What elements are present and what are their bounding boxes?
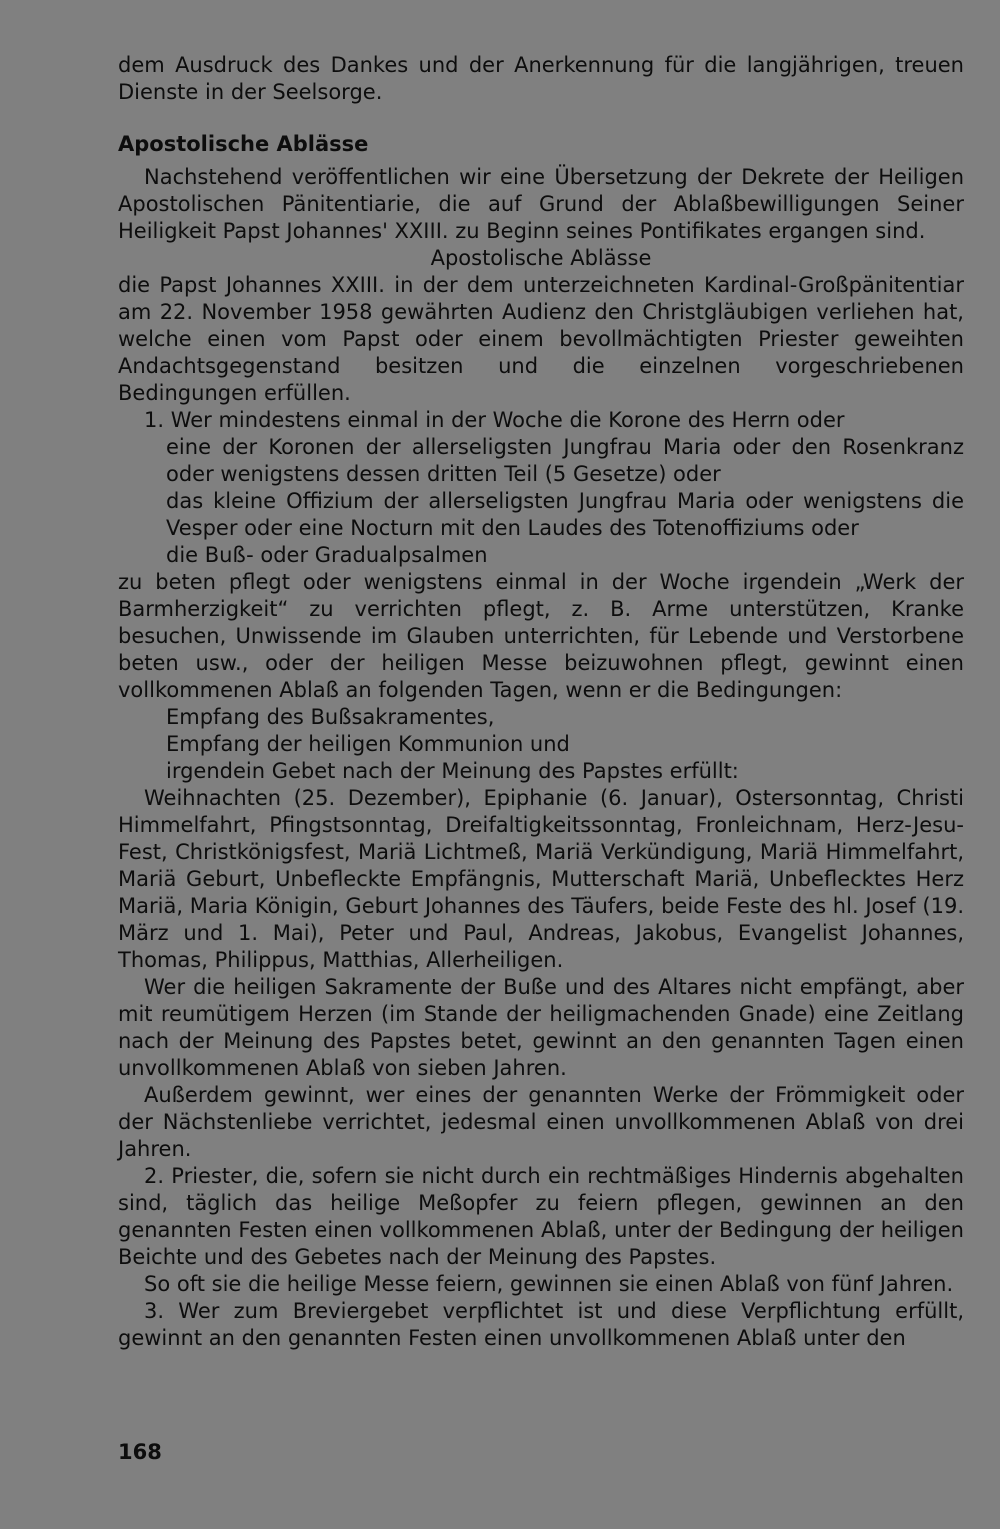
conditions-list (166, 704, 964, 785)
item-2-paragraph: 2. Priester, die, sofern sie nicht durch ein rechtmäßiges Hindernis abgehalten sind, täglich das heilige Meßopfer zu feiern pflegen, gewinnen an den genannten Festen einen vollkommenen Ablaß, unter der Bedingung der heiligen Beichte und des Gebetes nach der Meinung des Papstes. (118, 1164, 964, 1269)
item-3-paragraph: 3. Wer zum Breviergebet verpflichtet ist und diese Verpflichtung erfüllt, gewinnt an den genannten Festen einen unvollkommenen Ablaß unter den (118, 1299, 964, 1350)
item-1-option: das kleine Offizium der allerseligsten Jungfrau Maria oder wenigstens die Vesper oder eine Nocturn mit den Laudes des Totenoffiziums oder (166, 489, 964, 540)
section-intro-paragraph: Nachstehend veröffentlichen wir eine Übersetzung der Dekrete der Heiligen Apostolischen Pänitentiarie, die auf Grund der Ablaßbewilligungen Seiner Heiligkeit Papst Johannes' XXIII. zu Beginn seines Pontifikates ergangen sind. (118, 165, 964, 243)
unvollkommen-paragraph: Wer die heiligen Sakramente der Buße und des Altares nicht empfängt, aber mit reumütigem Herzen (im Stande der heiligmachenden Gnade) eine Zeitlang nach der Meinung des Papstes betet, gewinnt an den genannten Tagen einen unvollkommenen Ablaß von sieben Jahren. (118, 975, 964, 1080)
page-number: 168 (118, 1440, 162, 1464)
item-2-followup-paragraph: So oft sie die heilige Messe feiern, gewinnen sie einen Ablaß von fünf Jahren. (144, 1272, 954, 1296)
section-heading: Apostolische Ablässe (118, 132, 369, 156)
spacer (118, 106, 964, 131)
page-body (118, 52, 964, 1352)
condition-item: irgendein Gebet nach der Meinung des Papstes erfüllt: (166, 759, 739, 783)
decree-title: Apostolische Ablässe (430, 246, 652, 270)
item-1-option: eine der Koronen der allerseligsten Jungfrau Maria oder den Rosenkranz oder wenigstens dessen dritten Teil (5 Gesetze) oder (166, 435, 964, 486)
item-1-options (166, 434, 964, 569)
condition-item: Empfang des Bußsakramentes, (166, 705, 495, 729)
condition-item: Empfang der heiligen Kommunion und (166, 732, 570, 756)
intro-paragraph: dem Ausdruck des Dankes und der Anerkennung für die langjährigen, treuen Dienste in der Seelsorge. (118, 53, 964, 104)
item-1-body: zu beten pflegt oder wenigstens einmal in der Woche irgendein „Werk der Barmherzigkeit“ zu verrichten pflegt, z. B. Arme unterstützen, Kranke besuchen, Unwissende im Glauben unterrichten, für Lebende und Verstorbene beten usw., oder der heiligen Messe beizuwohnen pflegt, gewinnt einen vollkommenen Ablaß an folgenden Tagen, wenn er die Bedingungen: (118, 570, 964, 702)
ausserdem-paragraph: Außerdem gewinnt, wer eines der genannten Werke der Frömmigkeit oder der Nächstenliebe verrichtet, jedesmal einen unvollkommenen Ablaß von drei Jahren. (118, 1083, 964, 1161)
item-1-option: die Buß- oder Gradualpsalmen (166, 543, 488, 567)
feast-days-paragraph: Weihnachten (25. Dezember), Epiphanie (6. Januar), Ostersonntag, Christi Himmelfahrt, Pfingstsonntag, Dreifaltigkeitssonntag, Fronleichnam, Herz-Jesu-Fest, Christkönigsfest, Mariä Lichtmeß, Mariä Verkündigung, Mariä Himmelfahrt, Mariä Geburt, Unbefleckte Empfängnis, Mutterschaft Mariä, Unbeflecktes Herz Mariä, Maria Königin, Geburt Johannes des Täufers, beide Feste des hl. Josef (19. März und 1. Mai), Peter und Paul, Andreas, Jakobus, Evangelist Johannes, Thomas, Philippus, Matthias, Allerheiligen. (118, 786, 964, 972)
decree-intro-paragraph: die Papst Johannes XXIII. in der dem unterzeichneten Kardinal-Großpänitentiar am 22. November 1958 gewährten Audienz den Christgläubigen verliehen hat, welche einen vom Papst oder einem bevollmächtigten Priester geweihten Andachtsgegenstand besitzen und die einzelnen vorgeschriebenen Bedingungen erfüllen. (118, 273, 964, 405)
item-1-lead: 1. Wer mindestens einmal in der Woche die Korone des Herrn oder (144, 408, 845, 432)
